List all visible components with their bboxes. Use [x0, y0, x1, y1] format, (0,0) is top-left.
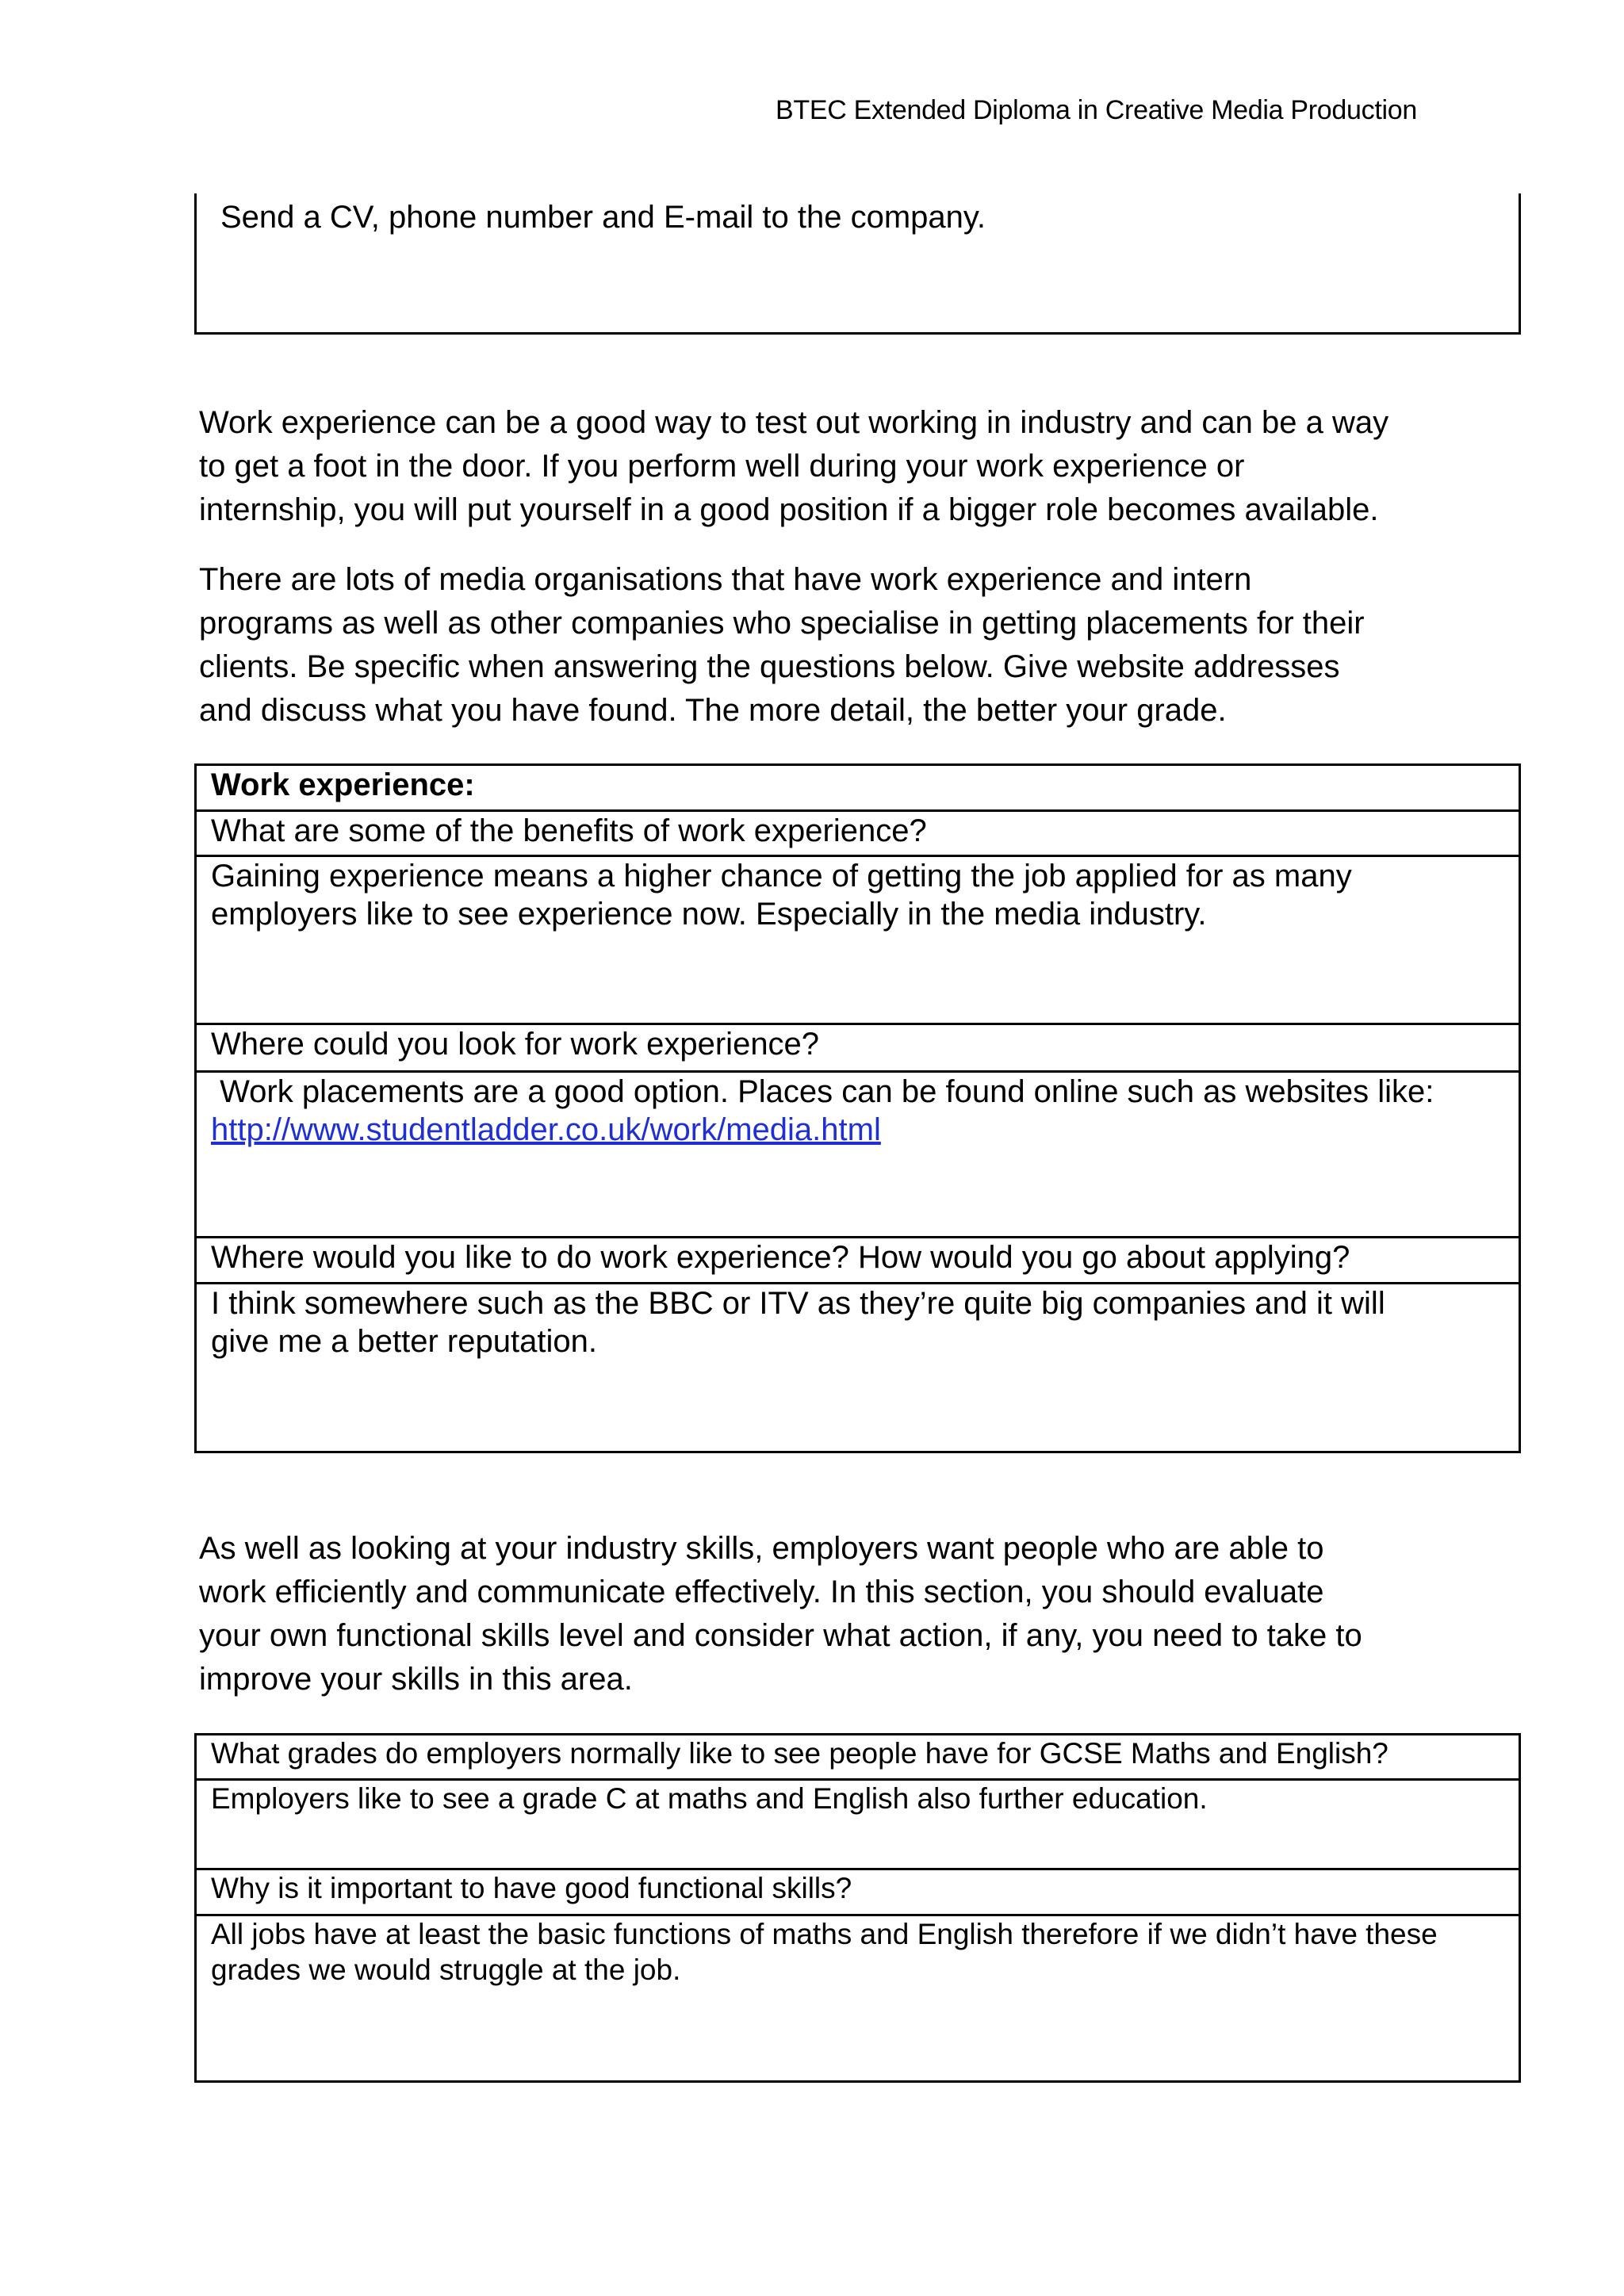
answer-where-look[interactable]	[196, 1072, 1520, 1238]
answer-benefits[interactable]: Gaining experience means a higher chance of getting the job applied for as many employers like to see experience now. Especially in the media industry.	[196, 856, 1520, 1024]
answer-text: Send a CV, phone number and E-mail to the company.	[220, 200, 986, 235]
question-benefits: What are some of the benefits of work experience?	[196, 811, 1520, 856]
question-where-like: Where would you like to do work experience? How would you go about applying?	[196, 1238, 1520, 1284]
intro-paragraph-2: There are lots of media organisations that have work experience and intern programs as well as other companies who specialise in getting placements for their clients. Be specific when answering the questions below. Give website addresses and discuss what you have found. The more detail, the better your grade.	[199, 562, 1365, 728]
answer-functional-skills[interactable]: All jobs have at least the basic functions of maths and English therefore if we didn’t have these grades we would struggle at the job.	[196, 1915, 1520, 2082]
answer-where-look-text: Work placements are a good option. Places can be found online such as websites like:	[211, 1074, 1434, 1109]
studentladder-link[interactable]: http://www.studentladder.co.uk/work/media.html	[211, 1112, 881, 1147]
work-experience-table	[194, 763, 1521, 1453]
functional-skills-table	[194, 1733, 1521, 2083]
question-gcse-grades: What grades do employers normally like to see people have for GCSE Maths and English?	[196, 1735, 1520, 1780]
answer-box-top	[194, 193, 1521, 335]
question-functional-skills: Why is it important to have good functional skills?	[196, 1869, 1520, 1915]
answer-where-like[interactable]: I think somewhere such as the BBC or ITV as they’re quite big companies and it will give me a better reputation.	[196, 1284, 1520, 1452]
table-heading: Work experience:	[196, 765, 1520, 811]
question-where-look: Where could you look for work experience?	[196, 1024, 1520, 1072]
skills-intro-paragraph: As well as looking at your industry skills, employers want people who are able to work efficiently and communicate effectively. In this section, you should evaluate your own functional skills level and consider what action, if any, you need to take to improve your skills in this area.	[199, 1531, 1362, 1697]
answer-gcse-grades[interactable]: Employers like to see a grade C at maths and English also further education.	[196, 1780, 1520, 1869]
document-header: BTEC Extended Diploma in Creative Media Production	[776, 95, 1417, 125]
intro-paragraph-1: Work experience can be a good way to test out working in industry and can be a way to get a foot in the door. If you perform well during your work experience or internship, you will put yourself in a good position if a bigger role becomes available.	[199, 405, 1389, 527]
